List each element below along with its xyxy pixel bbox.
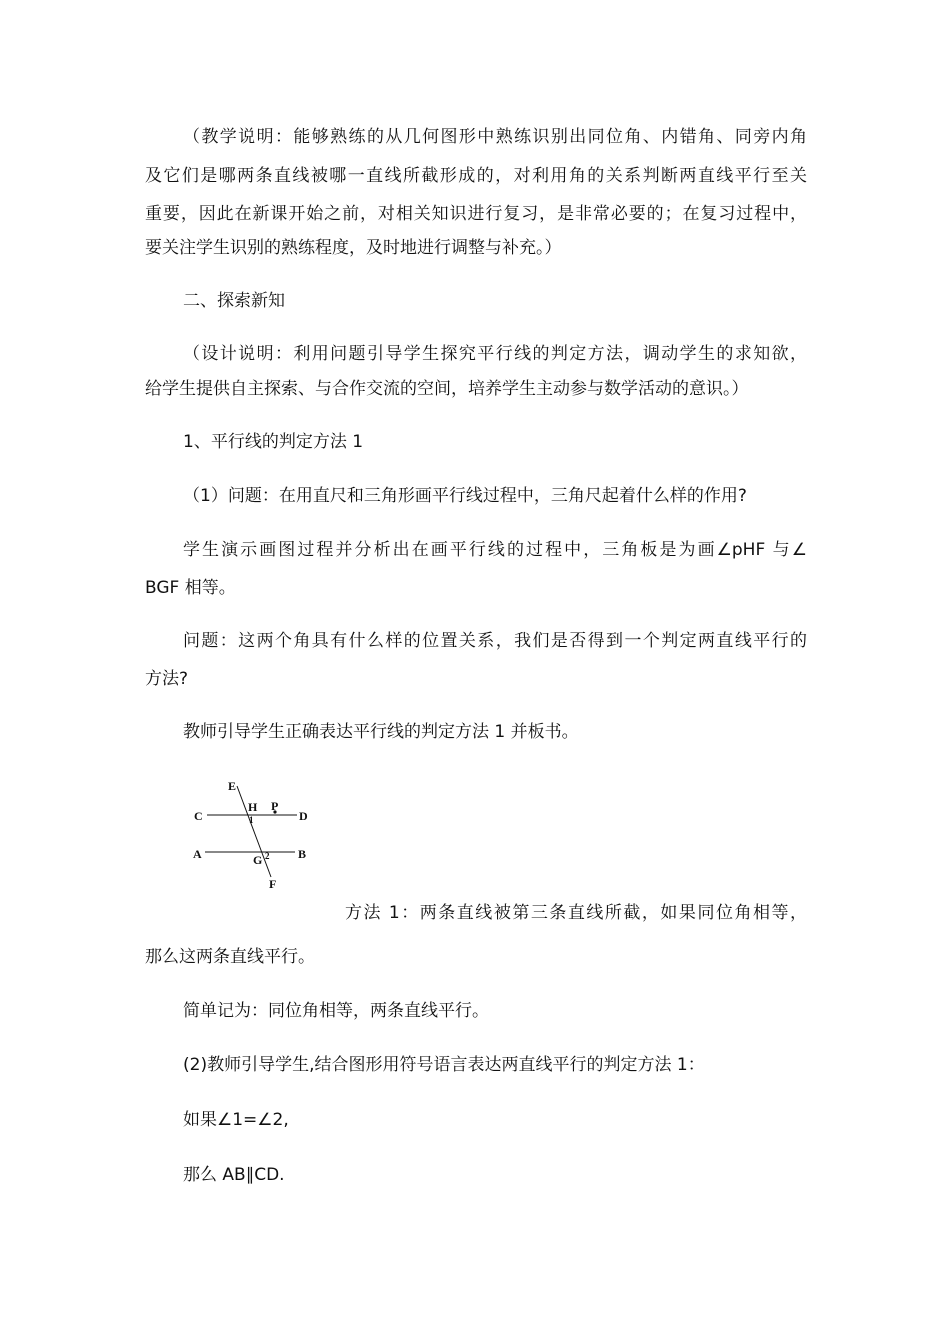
label-b: B (298, 847, 307, 861)
method-1-line-1: 方法 1：两条直线被第三条直线所截，如果同位角相等， (345, 903, 807, 923)
label-p: P (271, 799, 279, 813)
teaching-note-line-3: 重要，因此在新课开始之前，对相关知识进行复习，是非常必要的；在复习过程中， (145, 204, 807, 224)
question-2-line-2: 方法? (145, 669, 189, 689)
question-1-text: （1）问题：在用直尺和三角形画平行线过程中，三角尺起着什么样的作用? (183, 486, 747, 506)
teaching-note-line-4: 要关注学生识别的熟练程度，及时地进行调整与补充。） (145, 238, 562, 258)
section-title-text: 二、探索新知 (183, 291, 285, 311)
student-demo-line-1: 学生演示画图过程并分析出在画平行线的过程中，三角板是为画∠pHF 与∠ (183, 540, 807, 560)
method-1-line-2: 那么这两条直线平行。 (145, 947, 315, 967)
label-angle-1: 1 (249, 815, 254, 825)
label-c: C (194, 809, 203, 823)
design-note-line-1: （设计说明：利用问题引导学生探究平行线的判定方法，调动学生的求知欲， (183, 344, 807, 364)
teacher-guide-text: 教师引导学生正确表达平行线的判定方法 1 并板书。 (183, 722, 579, 742)
question-2-line-1: 问题：这两个角具有什么样的位置关系，我们是否得到一个判定两直线平行的 (183, 631, 807, 651)
teaching-note-line-2: 及它们是哪两条直线被哪一直线所截形成的，对利用角的关系判断两直线平行至关 (145, 166, 807, 186)
summary-text: 简单记为：同位角相等，两条直线平行。 (183, 1001, 489, 1021)
then-statement-text: 那么 AB∥CD. (183, 1165, 285, 1185)
design-note-line-2: 给学生提供自主探索、与合作交流的空间，培养学生主动参与数学活动的意识。） (145, 379, 749, 399)
label-d: D (299, 809, 308, 823)
teaching-note-line-1: （教学说明：能够熟练的从几何图形中熟练识别出同位角、内错角、同旁内角 (183, 127, 807, 147)
label-f: F (269, 877, 277, 891)
student-demo-line-2: BGF 相等。 (145, 578, 236, 598)
if-statement-text: 如果∠1=∠2, (183, 1110, 289, 1130)
parallel-lines-figure (185, 775, 325, 893)
subsection-title-text: 1、平行线的判定方法 1 (183, 432, 364, 452)
label-angle-2: 2 (265, 851, 270, 861)
label-h: H (248, 800, 258, 814)
label-e: E (228, 779, 237, 793)
label-g: G (253, 853, 263, 867)
label-a: A (193, 847, 202, 861)
part-2-text: (2)教师引导学生,结合图形用符号语言表达两直线平行的判定方法 1： (183, 1055, 705, 1075)
